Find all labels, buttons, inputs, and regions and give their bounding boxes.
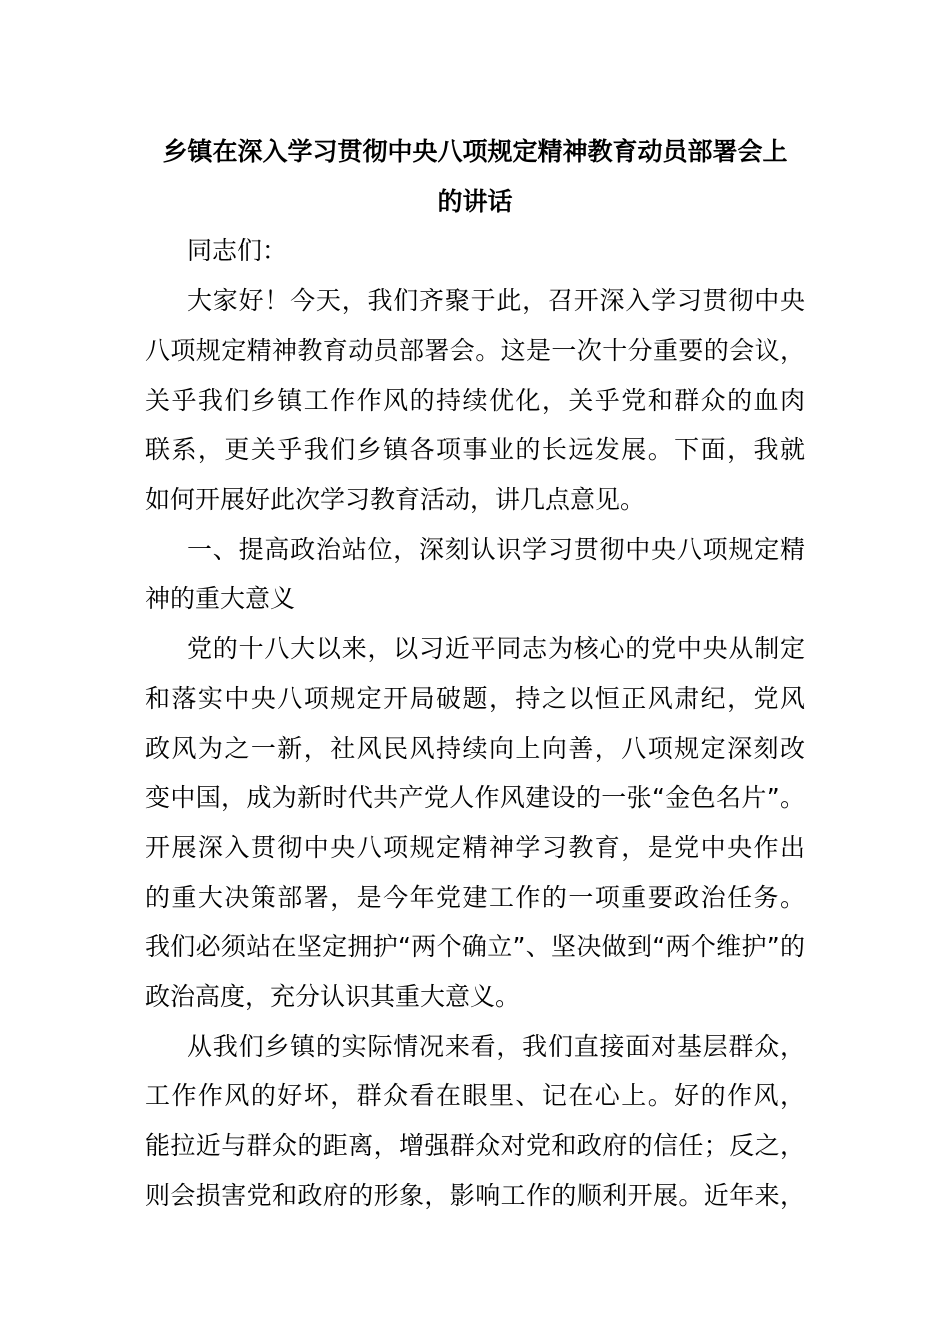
section-heading-line: 神的重大意义 <box>145 584 296 613</box>
paragraph-line: 关乎我们乡镇工作作风的持续优化，关乎党和群众的血肉 <box>145 386 805 415</box>
paragraph-line: 则会损害党和政府的形象，影响工作的顺利开展。近年来， <box>145 1181 805 1210</box>
paragraph-line: 工作作风的好坏，群众看在眼里、记在心上。好的作风， <box>145 1081 805 1110</box>
salutation: 同志们： <box>187 236 288 265</box>
paragraph-line: 党的十八大以来，以习近平同志为核心的党中央从制定 <box>187 634 805 663</box>
paragraph-line: 我们必须站在坚定拥护“两个确立”、坚决做到“两个维护”的 <box>145 932 805 961</box>
paragraph-line: 从我们乡镇的实际情况来看，我们直接面对基层群众， <box>187 1032 805 1061</box>
paragraph-line: 政治高度，充分认识其重大意义。 <box>145 982 521 1011</box>
section-heading-line: 一、提高政治站位，深刻认识学习贯彻中央八项规定精 <box>187 535 805 564</box>
paragraph-line: 开展深入贯彻中央八项规定精神学习教育，是党中央作出 <box>145 833 805 862</box>
paragraph-line: 如何开展好此次学习教育活动，讲几点意见。 <box>145 485 646 514</box>
paragraph-line: 大家好！今天，我们齐聚于此，召开深入学习贯彻中央 <box>187 286 805 315</box>
document-title-line-2: 的讲话 <box>437 187 513 216</box>
paragraph-line: 的重大决策部署，是今年党建工作的一项重要政治任务。 <box>145 883 805 912</box>
paragraph-line: 政风为之一新，社风民风持续向上向善，八项规定深刻改 <box>145 734 805 763</box>
paragraph-line: 和落实中央八项规定开局破题，持之以恒正风肃纪，党风 <box>145 684 805 713</box>
document-title-line-1: 乡镇在深入学习贯彻中央八项规定精神教育动员部署会上 <box>162 137 788 166</box>
paragraph-line: 能拉近与群众的距离，增强群众对党和政府的信任；反之， <box>145 1131 805 1160</box>
paragraph-line: 联系，更关乎我们乡镇各项事业的长远发展。下面，我就 <box>145 435 805 464</box>
paragraph-line: 变中国，成为新时代共产党人作风建设的一张“金色名片”。 <box>145 783 805 812</box>
paragraph-line: 八项规定精神教育动员部署会。这是一次十分重要的会议， <box>145 336 805 365</box>
